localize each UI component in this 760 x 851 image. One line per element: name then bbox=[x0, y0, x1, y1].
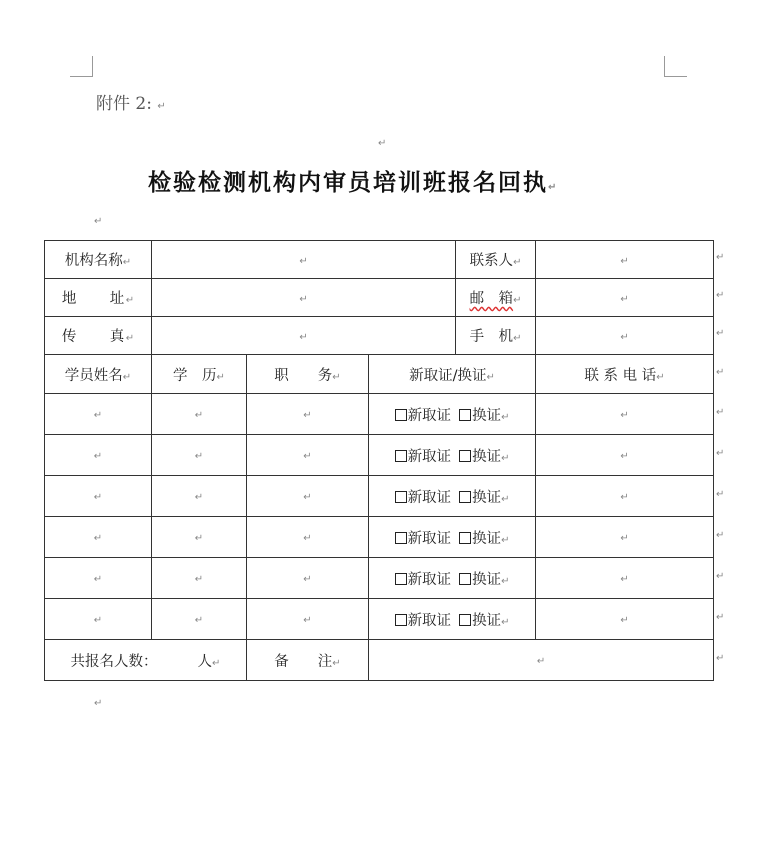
trainee-row bbox=[45, 476, 714, 517]
new-cert-checkbox[interactable]: 新取证 bbox=[395, 490, 452, 506]
cert-type-options: 新取证 换证↵ bbox=[369, 394, 536, 435]
new-cert-checkbox[interactable]: 新取证 bbox=[395, 408, 452, 424]
renew-cert-checkbox[interactable]: 换证 bbox=[459, 449, 501, 465]
registration-form-table bbox=[44, 240, 714, 681]
trainee-phone-input[interactable]: ↵ bbox=[536, 435, 714, 476]
page-title: 检验检测机构内审员培训班报名回执↵ bbox=[148, 169, 559, 196]
org-row-fax bbox=[45, 317, 714, 355]
footer-row bbox=[45, 640, 714, 681]
paragraph-mark: ↵ bbox=[378, 138, 387, 149]
row-end-mark: ↵ bbox=[716, 252, 725, 263]
trainee-name-input[interactable]: ↵ bbox=[45, 435, 152, 476]
trainee-phone-input[interactable]: ↵ bbox=[536, 476, 714, 517]
trainee-header-row bbox=[45, 355, 714, 394]
checkbox-icon[interactable] bbox=[395, 614, 407, 626]
trainee-position-input[interactable]: ↵ bbox=[247, 517, 369, 558]
remarks-input[interactable]: ↵ bbox=[369, 640, 714, 681]
checkbox-icon[interactable] bbox=[395, 409, 407, 421]
header-position: 职 务↵ bbox=[247, 355, 369, 394]
checkbox-icon[interactable] bbox=[459, 532, 471, 544]
trainee-row bbox=[45, 435, 714, 476]
trainee-education-input[interactable]: ↵ bbox=[152, 599, 247, 640]
trainee-phone-input[interactable]: ↵ bbox=[536, 517, 714, 558]
trainee-education-input[interactable]: ↵ bbox=[152, 476, 247, 517]
renew-cert-checkbox[interactable]: 换证 bbox=[459, 572, 501, 588]
renew-cert-checkbox[interactable]: 换证 bbox=[459, 613, 501, 629]
trainee-name-input[interactable]: ↵ bbox=[45, 599, 152, 640]
contact-person-label: 联系人↵ bbox=[456, 241, 536, 279]
checkbox-icon[interactable] bbox=[459, 409, 471, 421]
trainee-name-input[interactable]: ↵ bbox=[45, 558, 152, 599]
paragraph-mark: ↵ bbox=[94, 698, 103, 709]
trainee-education-input[interactable]: ↵ bbox=[152, 394, 247, 435]
trainee-name-input[interactable]: ↵ bbox=[45, 476, 152, 517]
row-end-mark: ↵ bbox=[716, 366, 725, 378]
row-end-mark: ↵ bbox=[716, 611, 725, 623]
trainee-phone-input[interactable]: ↵ bbox=[536, 394, 714, 435]
renew-cert-checkbox[interactable]: 换证 bbox=[459, 490, 501, 506]
header-trainee-name: 学员姓名↵ bbox=[45, 355, 152, 394]
org-name-label: 机构名称↵ bbox=[45, 241, 152, 279]
trainee-position-input[interactable]: ↵ bbox=[247, 394, 369, 435]
trainee-position-input[interactable]: ↵ bbox=[247, 476, 369, 517]
paragraph-mark: ↵ bbox=[94, 216, 103, 227]
row-end-mark: ↵ bbox=[716, 406, 725, 418]
checkbox-icon[interactable] bbox=[459, 491, 471, 503]
row-end-mark: ↵ bbox=[716, 328, 725, 339]
mobile-label: 手 机↵ bbox=[456, 317, 536, 355]
total-count-cell[interactable]: 共报名人数： 人↵ bbox=[45, 640, 247, 681]
new-cert-checkbox[interactable]: 新取证 bbox=[395, 449, 452, 465]
attachment-label: 附件 2: ↵ bbox=[96, 94, 166, 114]
fax-input[interactable]: ↵ bbox=[152, 317, 456, 355]
trainee-phone-input[interactable]: ↵ bbox=[536, 599, 714, 640]
checkbox-icon[interactable] bbox=[459, 573, 471, 585]
trainee-row bbox=[45, 394, 714, 435]
row-end-mark: ↵ bbox=[716, 529, 725, 541]
mobile-input[interactable]: ↵ bbox=[536, 317, 714, 355]
header-cert-type: 新取证/换证↵ bbox=[369, 355, 536, 394]
trainee-position-input[interactable]: ↵ bbox=[247, 558, 369, 599]
renew-cert-checkbox[interactable]: 换证 bbox=[459, 531, 501, 547]
org-name-input[interactable]: ↵ bbox=[152, 241, 456, 279]
new-cert-checkbox[interactable]: 新取证 bbox=[395, 613, 452, 629]
checkbox-icon[interactable] bbox=[395, 573, 407, 585]
header-phone: 联 系 电 话↵ bbox=[536, 355, 714, 394]
trainee-name-input[interactable]: ↵ bbox=[45, 517, 152, 558]
trainee-position-input[interactable]: ↵ bbox=[247, 435, 369, 476]
row-end-mark: ↵ bbox=[716, 290, 725, 301]
checkbox-icon[interactable] bbox=[395, 491, 407, 503]
contact-person-input[interactable]: ↵ bbox=[536, 241, 714, 279]
email-label: 邮 箱↵ bbox=[456, 279, 536, 317]
row-end-mark: ↵ bbox=[716, 447, 725, 459]
trainee-education-input[interactable]: ↵ bbox=[152, 435, 247, 476]
row-end-mark: ↵ bbox=[716, 652, 725, 664]
remarks-label: 备 注↵ bbox=[247, 640, 369, 681]
page-corner-top-left bbox=[70, 56, 93, 77]
trainee-education-input[interactable]: ↵ bbox=[152, 517, 247, 558]
new-cert-checkbox[interactable]: 新取证 bbox=[395, 572, 452, 588]
checkbox-icon[interactable] bbox=[395, 450, 407, 462]
page-corner-top-right bbox=[664, 56, 687, 77]
org-row-name bbox=[45, 241, 714, 279]
checkbox-icon[interactable] bbox=[395, 532, 407, 544]
trainee-name-input[interactable]: ↵ bbox=[45, 394, 152, 435]
address-input[interactable]: ↵ bbox=[152, 279, 456, 317]
cert-type-options: 新取证 换证↵ bbox=[369, 435, 536, 476]
org-row-address bbox=[45, 279, 714, 317]
trainee-row bbox=[45, 558, 714, 599]
checkbox-icon[interactable] bbox=[459, 450, 471, 462]
trainee-position-input[interactable]: ↵ bbox=[247, 599, 369, 640]
trainee-education-input[interactable]: ↵ bbox=[152, 558, 247, 599]
email-input[interactable]: ↵ bbox=[536, 279, 714, 317]
row-end-mark: ↵ bbox=[716, 570, 725, 582]
cert-type-options: 新取证 换证↵ bbox=[369, 476, 536, 517]
row-end-mark: ↵ bbox=[716, 488, 725, 500]
address-label: 地 址↵ bbox=[45, 279, 152, 317]
cert-type-options: 新取证 换证↵ bbox=[369, 517, 536, 558]
checkbox-icon[interactable] bbox=[459, 614, 471, 626]
renew-cert-checkbox[interactable]: 换证 bbox=[459, 408, 501, 424]
cert-type-options: 新取证 换证↵ bbox=[369, 599, 536, 640]
trainee-phone-input[interactable]: ↵ bbox=[536, 558, 714, 599]
trainee-row bbox=[45, 599, 714, 640]
new-cert-checkbox[interactable]: 新取证 bbox=[395, 531, 452, 547]
cert-type-options: 新取证 换证↵ bbox=[369, 558, 536, 599]
trainee-row bbox=[45, 517, 714, 558]
fax-label: 传 真↵ bbox=[45, 317, 152, 355]
header-education: 学 历↵ bbox=[152, 355, 247, 394]
